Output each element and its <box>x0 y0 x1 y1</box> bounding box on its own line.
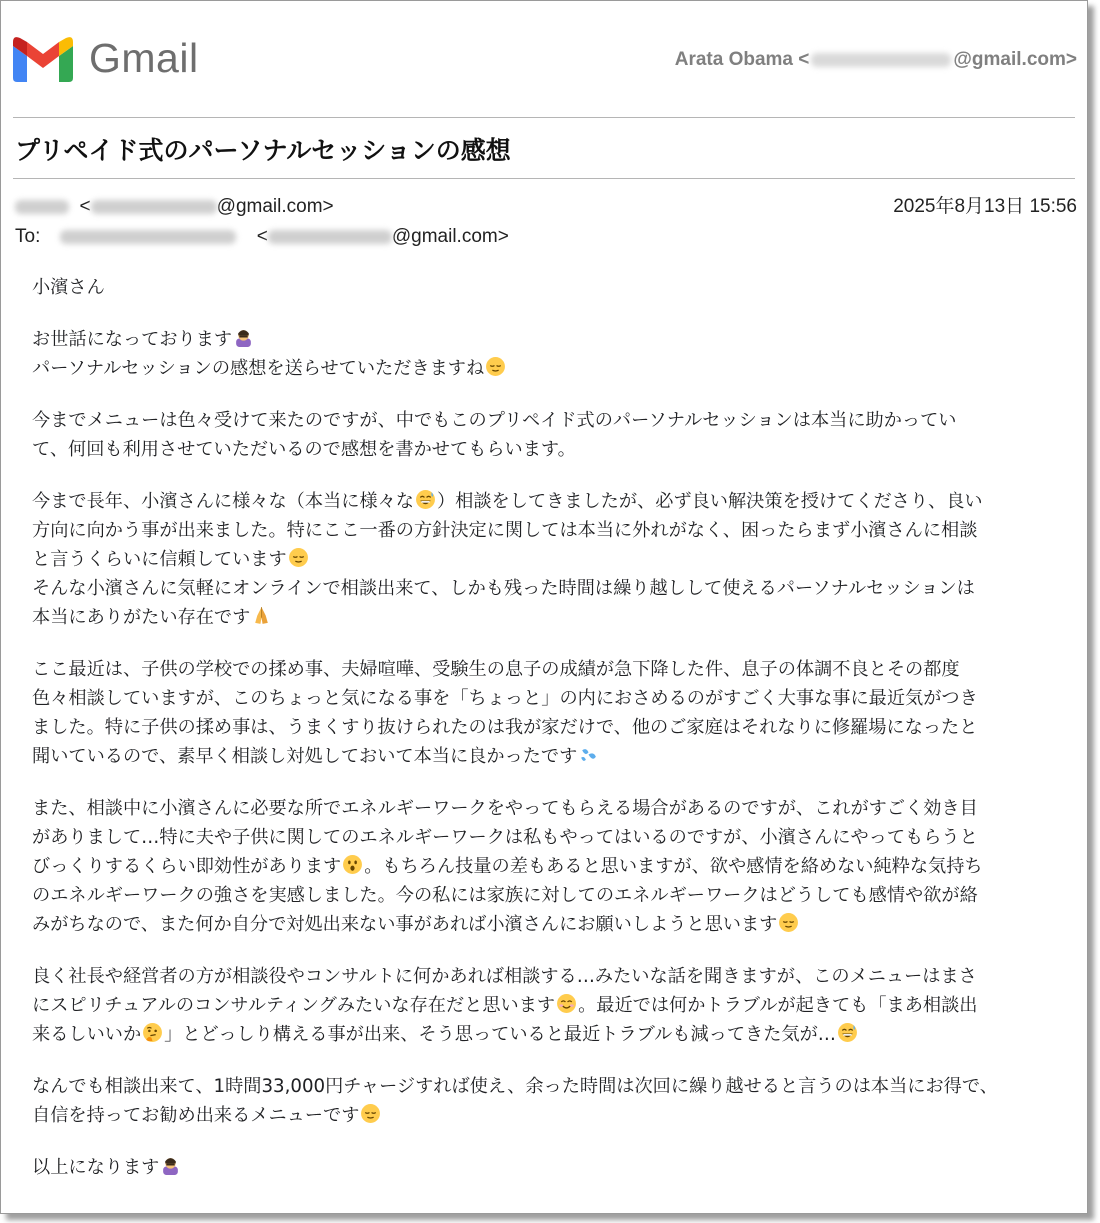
relieved-face-emoji <box>360 1103 381 1124</box>
hushed-face-emoji <box>342 854 363 875</box>
grinning-sweat-emoji <box>837 1022 858 1043</box>
paragraph-1 <box>32 325 1062 383</box>
thinking-face-emoji <box>142 1022 163 1043</box>
header-divider <box>13 117 1075 118</box>
redacted-recipient-email <box>268 230 392 244</box>
account-info <box>675 49 1077 71</box>
paragraph-3-part-a: 今まで長年、小濱さんに様々な（本当に様々な <box>32 491 414 512</box>
message-body <box>32 273 1062 1205</box>
redacted-sender-name <box>15 200 69 214</box>
paragraph-1-line-1: お世話になっております <box>32 329 233 350</box>
paragraph-2: 今までメニューは色々受けて来たのですが、中でもこのプリペイド式のパーソナルセッションは本当に助かってい て、何回も利用させていただいるので感想を書かせてもらいます。 <box>32 410 957 460</box>
paragraph-3-part-b: ）相談をしてきましたが、必ず良い解決策を授けてくださり、良い 方向に向かう事が出来ました。特にここ一番の方針決定に関しては本当に外れがなく、困ったらまず小濱さんに相談 と言うくらいに信頼しています <box>32 491 983 570</box>
redacted-sender-email <box>91 200 217 214</box>
smiling-face-emoji <box>556 993 577 1014</box>
grinning-sweat-emoji <box>415 489 436 510</box>
recipient-email-open: < <box>240 226 268 247</box>
paragraph-5 <box>32 794 1062 939</box>
gmail-wordmark: Gmail <box>89 35 199 81</box>
sender-email-domain: @gmail.com> <box>216 196 334 217</box>
sender-row <box>15 195 1077 225</box>
folded-hands-emoji <box>251 605 272 626</box>
greeting-text: 小濱さん <box>32 277 105 298</box>
recipient-row <box>15 225 1077 255</box>
sender-email-open: < <box>74 196 91 217</box>
relieved-face-emoji <box>778 912 799 933</box>
relieved-face-emoji <box>485 356 506 377</box>
paragraph-6-part-c: 」とどっしり構える事が出来、そう思っていると最近トラブルも減ってきた気が… <box>164 1024 836 1045</box>
sweat-droplets-emoji <box>578 744 599 765</box>
paragraph-5-part-b: 。もちろん技量の差もあると思いますが、欲や感情を絡めない純粋な気持ち のエネルギーワークの強さを実感しました。今の私には家族に対してのエネルギーワークはどうしても感情や欲が絡 みがちなので、また何か自分で対処出来ない事があれば小濱さんにお願いしようと思います <box>32 856 983 935</box>
account-name: Arata Obama <box>674 49 794 70</box>
gmail-logo-icon <box>13 36 73 82</box>
paragraph-4 <box>32 655 1062 771</box>
gmail-logo[interactable] <box>13 35 199 82</box>
closing <box>32 1153 1062 1182</box>
message-meta <box>15 195 1077 255</box>
subject-divider <box>13 178 1075 179</box>
paragraph-7 <box>32 1072 1062 1130</box>
account-email-open: < <box>798 49 810 70</box>
account-email-domain: @gmail.com> <box>953 49 1077 70</box>
paragraph-4-text: ここ最近は、子供の学校での揉め事、夫婦喧嘩、受験生の息子の成績が急下降した件、息子の体調不良とその都度 色々相談していますが、このちょっと気になる事を「ちょっと」の内におさめるのがすごく大事な事に最近気がつき ました。特に子供の揉め事は、うまくすり抜けられたのは我が家だけで、他のご家庭はそれなりに修羅場になったと 聞いているので、素早く相談し対処しておいて本当に良かったです <box>32 659 978 767</box>
paragraph-5-part-a: また、相談中に小濱さんに必要な所でエネルギーワークをやってもらえる場合があるのですが、これがすごく効き目 がありまして…特に夫や子供に関してのエネルギーワークは私もやってはいるのですが、小濱さんにやってもらうと びっくりするくらい即効性があります <box>32 798 978 877</box>
paragraph-7-text: なんでも相談出来て、1時間33,000円チャージすれば使え、余った時間は次回に繰り越せると言うのは本当にお得で、 自信を持ってお勧め出来るメニューです <box>32 1076 998 1126</box>
paragraph-6 <box>32 962 1062 1049</box>
bowing-person-emoji <box>160 1155 181 1176</box>
paragraph-6-part-b: 。最近では何かトラブルが起きても「まあ相談出 来るしいいか <box>32 995 978 1045</box>
recipient-email-domain: @gmail.com> <box>391 226 509 247</box>
print-header <box>13 31 1077 91</box>
to-label: To: <box>15 226 41 247</box>
paragraph-3 <box>32 487 1062 632</box>
redacted-recipient-name <box>60 230 236 244</box>
relieved-face-emoji <box>288 547 309 568</box>
closing-text: 以上になります <box>32 1157 160 1178</box>
email-subject: プリペイド式のパーソナルセッションの感想 <box>15 136 511 165</box>
paragraph-6-part-a: 良く社長や経営者の方が相談役やコンサルトに何かあれば相談する…みたいな話を聞きますが、このメニューはまさ にスピリチュアルのコンサルティングみたいな存在だと思います <box>32 966 977 1016</box>
paragraph-1-line-2: パーソナルセッションの感想を送らせていただきますね <box>32 358 485 379</box>
bowing-person-emoji <box>233 327 254 348</box>
greeting <box>32 273 1062 302</box>
message-date: 2025年8月13日 15:56 <box>893 196 1077 217</box>
redacted-account-email <box>811 53 951 67</box>
paragraph-3-part-c: そんな小濱さんに気軽にオンラインで相談出来て、しかも残った時間は繰り越しして使えるパーソナルセッションは 本当にありがたい存在です <box>32 578 975 628</box>
